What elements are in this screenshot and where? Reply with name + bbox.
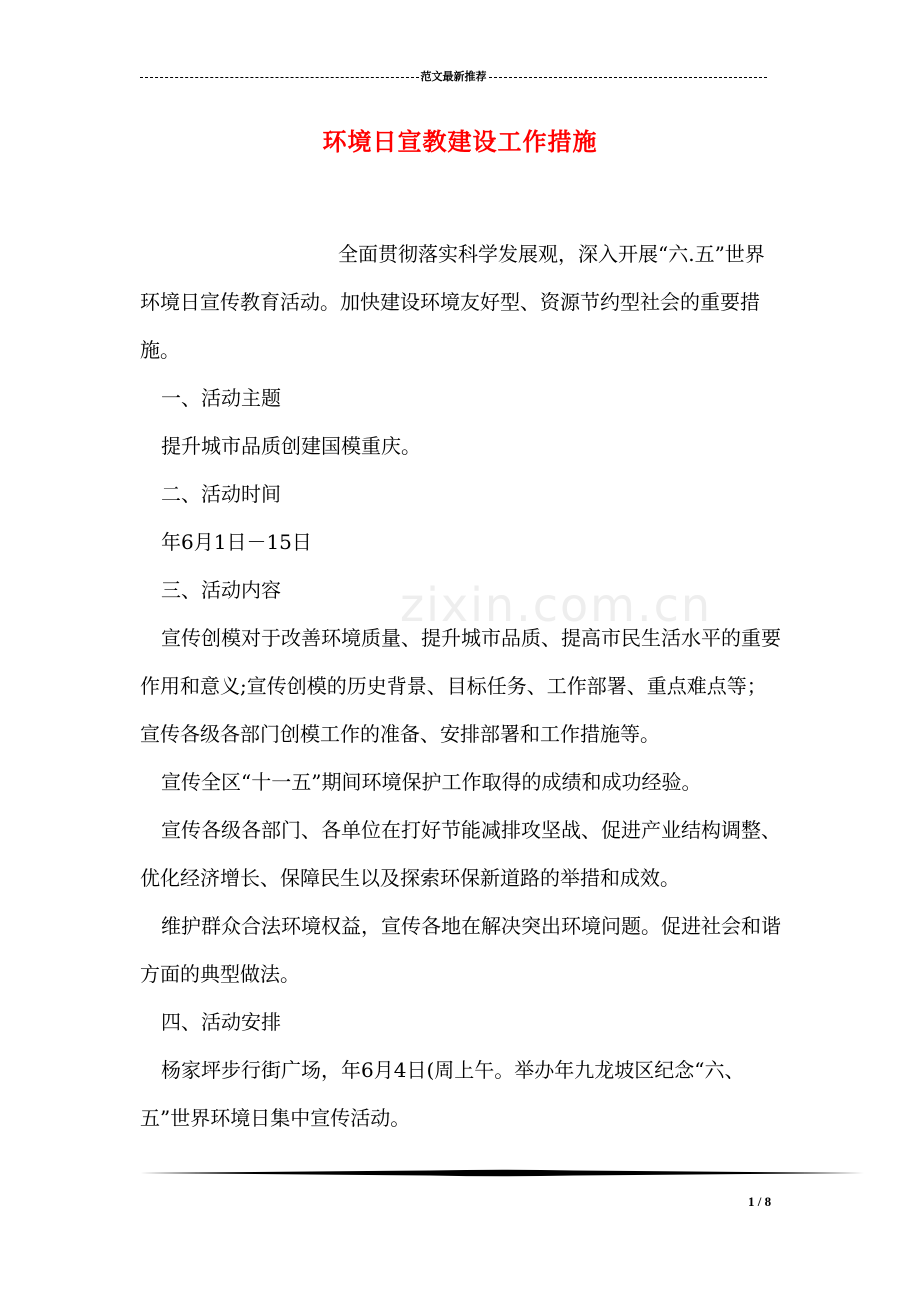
header-label: 范文最新推荐 (420, 70, 487, 83)
section-heading-arrangement: 四、活动安排 (161, 1010, 281, 1034)
paragraph-content-4: 维护群众合法环境权益，宣传各地在解决突出环境问题。促进社会和谐方面的典型做法。 (140, 914, 781, 986)
paragraph-content-2: 宣传全区“十一五”期间环境保护工作取得的成绩和成功经验。 (161, 770, 702, 794)
section-heading-content: 三、活动内容 (161, 578, 281, 602)
section-heading-theme: 一、活动主题 (161, 386, 281, 410)
header-dashes-left (140, 77, 419, 78)
paragraph-time: 年6月1日－15日 (161, 530, 312, 554)
paragraph-content-3: 宣传各级各部门、各单位在打好节能减排攻坚战、促进产业结构调整、优化经济增长、保障民生以及探索环保新道路的举措和成效。 (140, 818, 781, 890)
page-number: 1 / 8 (748, 1194, 772, 1209)
intro-paragraph: 全面贯彻落实科学发展观，深入开展“六.五”世界环境日宣传教育活动。加快建设环境友好型、资源节约型社会的重要措施。 (140, 242, 765, 362)
document-body (140, 230, 782, 1142)
footer-rule (140, 1166, 864, 1180)
header-dashes-right (489, 77, 768, 78)
watermark: zixin.com.cn (400, 578, 713, 632)
page-header (140, 66, 767, 86)
paragraph-content-1: 宣传创模对于改善环境质量、提升城市品质、提高市民生活水平的重要作用和意义;宣传创模的历史背景、目标任务、工作部署、重点难点等；宣传各级各部门创模工作的准备、安排部署和工作措施等。 (140, 626, 781, 746)
section-heading-time: 二、活动时间 (161, 482, 281, 506)
paragraph-arrangement: 杨家坪步行街广场，年6月4日(周上午。举办年九龙坡区纪念“六、五”世界环境日集中宣传活动。 (140, 1058, 745, 1130)
paragraph-theme: 提升城市品质创建国模重庆。 (161, 434, 421, 458)
document-title: 环境日宣教建设工作措施 (322, 127, 598, 156)
